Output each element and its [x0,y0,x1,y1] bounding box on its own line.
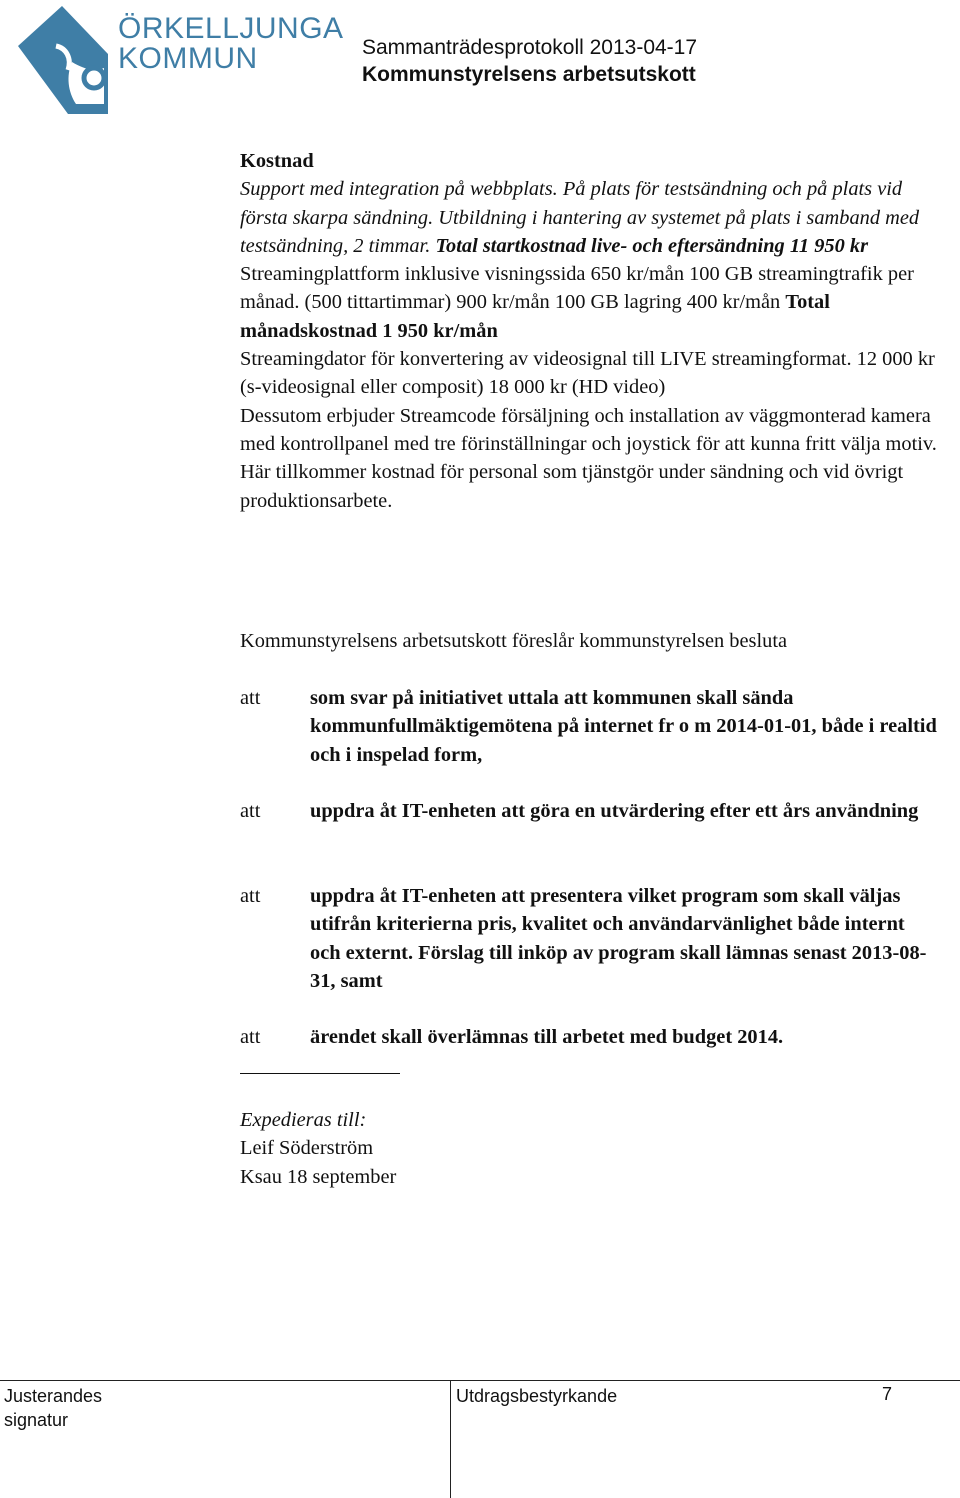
proposal-text: ärendet skall överlämnas till arbetet med budget 2014. [310,1026,784,1048]
distribution-list [240,1106,396,1191]
staff-cost-paragraph: Här tillkommer kostnad för personal som tjänstgör under sändning och vid övrigt produktionsarbete. [240,461,904,512]
distribution-label: Expedieras till: [240,1109,367,1131]
proposal-item [240,1023,940,1051]
support-text: Support med integration på webbplats. På plats för testsändning och på plats vid första skarpa sändning. Utbildning i hantering av systemet på plats i samband med testsändning, 2 timmar. [240,178,920,257]
footer-certification-label: Utdragsbestyrkande [456,1386,618,1406]
kommun-logo-icon [12,6,112,114]
logo-name-line1: ÖRKELLJUNGA [118,12,344,45]
cost-paragraph [240,175,950,345]
proposal-prefix: att [240,687,261,709]
protocol-title: Sammanträdesprotokoll 2013-04-17 [362,36,698,59]
camera-paragraph: Dessutom erbjuder Streamcode försäljning och installation av väggmonterad kamera med kontrollpanel med tre förinställningar och joystick för att kunna fritt välja motiv. [240,404,937,455]
startup-cost-text: Total startkostnad live- och eftersändning 11 950 kr [435,234,869,257]
proposal-prefix: att [240,885,261,907]
proposal-prefix: att [240,800,261,822]
proposal-text: uppdra åt IT-enheten att presentera vilket program som skall väljas utifrån kriterierna pris, kvalitet och användarvänlighet både internt och externt. Förslag till inköp av program skall lämnas senast 2013-08-31, samt [310,885,927,992]
proposal-item [240,684,940,769]
proposal-prefix: att [240,1026,261,1048]
proposal-text: som svar på initiativet uttala att kommunen skall sända kommunfullmäktigemötena på internet fr o m 2014-01-01, både i realtid och i inspelad form, [310,687,937,766]
platform-cost-text: Streamingplattform inklusive visningssida 650 kr/mån 100 GB streamingtrafik per månad. (500 tittartimmar) 900 kr/mån 100 GB lagring 400 kr/mån [240,263,914,314]
distribution-recipient: Ksau 18 september [240,1165,397,1188]
footer-divider [0,1380,960,1381]
proposal-item [240,797,940,825]
footer-signature-label: Justerandes signatur [4,1386,103,1430]
cost-section [240,147,950,515]
monthly-cost-text: Total månadskostnad 1 950 kr/mån [240,291,830,342]
section-divider [240,1073,400,1074]
footer-column-divider [450,1380,451,1498]
proposal-item [240,882,940,995]
logo-name-line2: KOMMUN [118,42,258,75]
distribution-recipient: Leif Söderström [240,1137,374,1160]
streaming-computer-paragraph: Streamingdator för konvertering av videosignal till LIVE streamingformat. 12 000 kr (s-videosignal eller composit) 18 000 kr (HD video) [240,348,935,399]
proposal-title: Kommunstyrelsens arbetsutskott föreslår kommunstyrelsen besluta [240,630,788,652]
cost-heading: Kostnad [240,150,314,172]
page-number: 7 [882,1384,893,1404]
committee-name: Kommunstyrelsens arbetsutskott [362,63,696,86]
proposal-text: uppdra åt IT-enheten att göra en utvärdering efter ett års användning [310,800,919,822]
